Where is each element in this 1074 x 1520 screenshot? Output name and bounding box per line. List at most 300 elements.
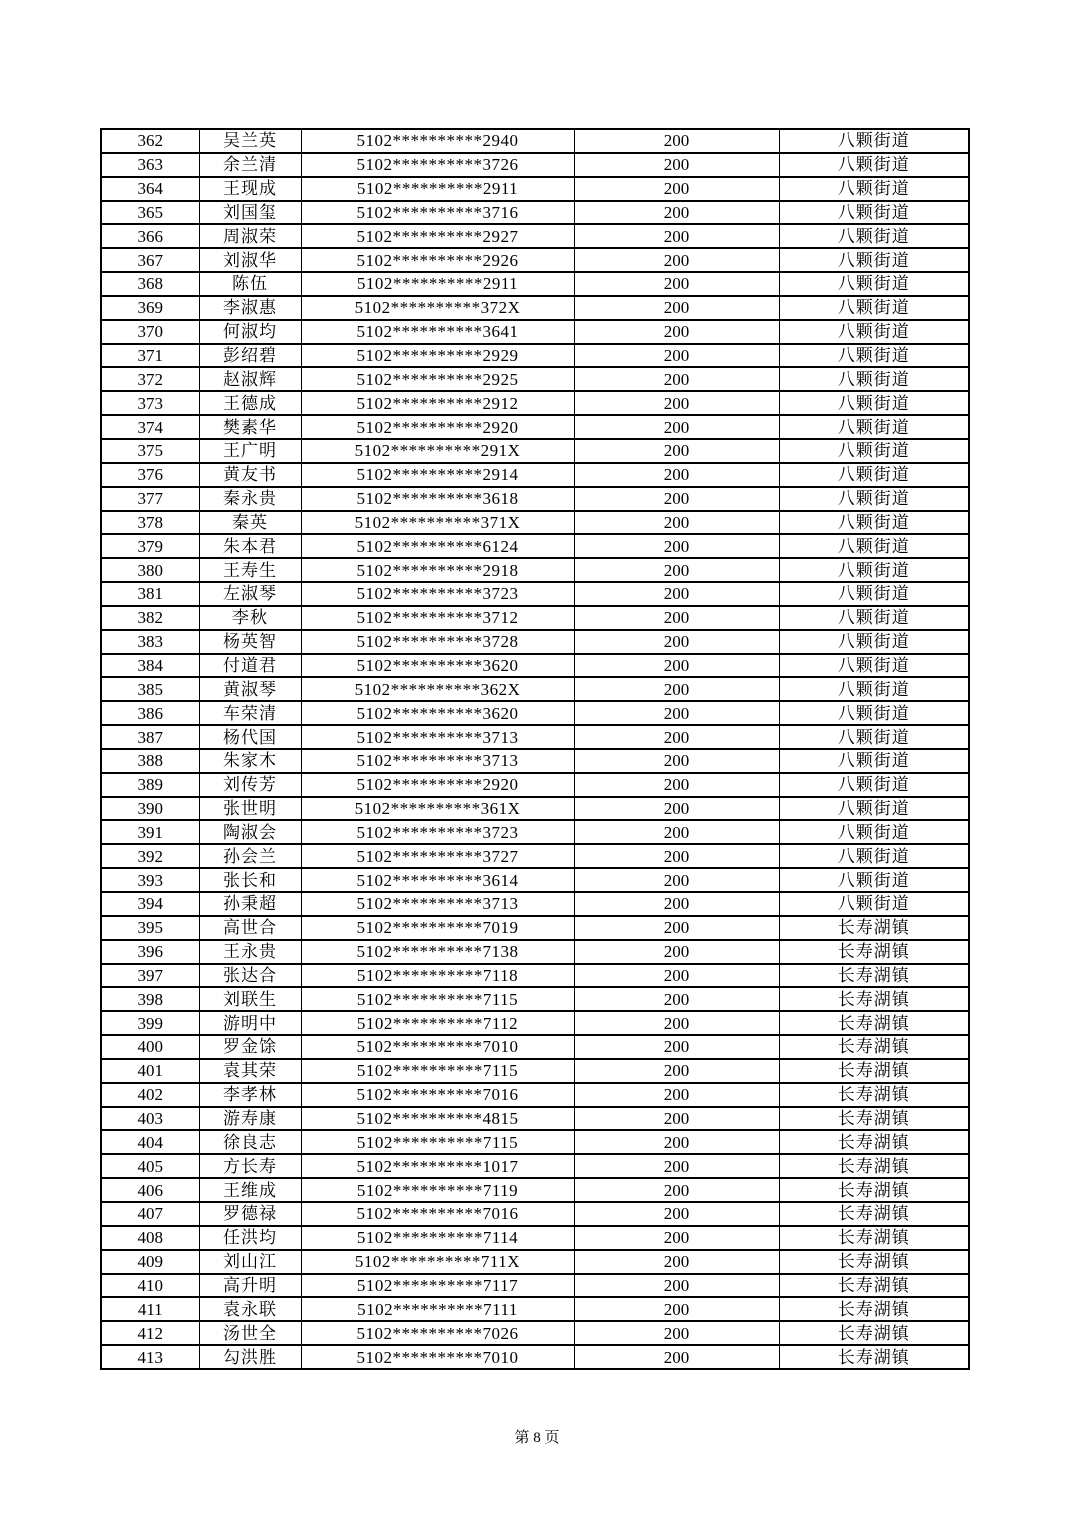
cell-id-number: 5102**********2929 bbox=[301, 344, 574, 368]
cell-serial: 387 bbox=[101, 725, 199, 749]
cell-name: 袁其荣 bbox=[199, 1059, 301, 1083]
cell-amount: 200 bbox=[574, 1011, 779, 1035]
cell-name: 高升明 bbox=[199, 1274, 301, 1298]
cell-name: 王寿生 bbox=[199, 558, 301, 582]
cell-amount: 200 bbox=[574, 797, 779, 821]
cell-id-number: 5102**********371X bbox=[301, 511, 574, 535]
cell-amount: 200 bbox=[574, 916, 779, 940]
table-row bbox=[101, 582, 969, 606]
cell-amount: 200 bbox=[574, 606, 779, 630]
cell-district: 八颗街道 bbox=[779, 511, 969, 535]
cell-id-number: 5102**********3713 bbox=[301, 725, 574, 749]
cell-amount: 200 bbox=[574, 654, 779, 678]
cell-serial: 389 bbox=[101, 773, 199, 797]
cell-name: 陈伍 bbox=[199, 272, 301, 296]
table-row bbox=[101, 153, 969, 177]
cell-name: 陶淑会 bbox=[199, 820, 301, 844]
cell-district: 八颗街道 bbox=[779, 224, 969, 248]
table-row bbox=[101, 367, 969, 391]
cell-amount: 200 bbox=[574, 1345, 779, 1369]
cell-serial: 392 bbox=[101, 844, 199, 868]
cell-name: 罗德禄 bbox=[199, 1202, 301, 1226]
table-row bbox=[101, 749, 969, 773]
table-row bbox=[101, 1083, 969, 1107]
cell-district: 八颗街道 bbox=[779, 177, 969, 201]
cell-name: 朱本君 bbox=[199, 534, 301, 558]
cell-district: 八颗街道 bbox=[779, 654, 969, 678]
cell-district: 长寿湖镇 bbox=[779, 1178, 969, 1202]
cell-name: 罗金馀 bbox=[199, 1035, 301, 1059]
cell-serial: 364 bbox=[101, 177, 199, 201]
cell-district: 长寿湖镇 bbox=[779, 964, 969, 988]
cell-amount: 200 bbox=[574, 1297, 779, 1321]
table-row bbox=[101, 1011, 969, 1035]
table-row bbox=[101, 1321, 969, 1345]
cell-id-number: 5102**********361X bbox=[301, 797, 574, 821]
cell-id-number: 5102**********7112 bbox=[301, 1011, 574, 1035]
cell-id-number: 5102**********2918 bbox=[301, 558, 574, 582]
cell-district: 八颗街道 bbox=[779, 296, 969, 320]
cell-serial: 371 bbox=[101, 344, 199, 368]
cell-name: 秦英 bbox=[199, 511, 301, 535]
cell-district: 八颗街道 bbox=[779, 892, 969, 916]
cell-serial: 380 bbox=[101, 558, 199, 582]
cell-serial: 374 bbox=[101, 415, 199, 439]
cell-amount: 200 bbox=[574, 630, 779, 654]
cell-serial: 378 bbox=[101, 511, 199, 535]
cell-serial: 382 bbox=[101, 606, 199, 630]
cell-amount: 200 bbox=[574, 391, 779, 415]
cell-amount: 200 bbox=[574, 940, 779, 964]
cell-id-number: 5102**********7115 bbox=[301, 987, 574, 1011]
table-row bbox=[101, 511, 969, 535]
cell-id-number: 5102**********3716 bbox=[301, 201, 574, 225]
cell-district: 八颗街道 bbox=[779, 558, 969, 582]
cell-id-number: 5102**********3618 bbox=[301, 487, 574, 511]
cell-serial: 391 bbox=[101, 820, 199, 844]
cell-serial: 402 bbox=[101, 1083, 199, 1107]
cell-id-number: 5102**********3641 bbox=[301, 320, 574, 344]
cell-id-number: 5102**********291X bbox=[301, 439, 574, 463]
cell-name: 吴兰英 bbox=[199, 129, 301, 153]
cell-amount: 200 bbox=[574, 344, 779, 368]
cell-id-number: 5102**********7016 bbox=[301, 1083, 574, 1107]
cell-district: 八颗街道 bbox=[779, 153, 969, 177]
table-row bbox=[101, 725, 969, 749]
cell-id-number: 5102**********7118 bbox=[301, 964, 574, 988]
cell-district: 长寿湖镇 bbox=[779, 1345, 969, 1369]
cell-district: 八颗街道 bbox=[779, 630, 969, 654]
table-row bbox=[101, 773, 969, 797]
cell-district: 八颗街道 bbox=[779, 701, 969, 725]
cell-name: 彭绍碧 bbox=[199, 344, 301, 368]
cell-amount: 200 bbox=[574, 367, 779, 391]
cell-amount: 200 bbox=[574, 153, 779, 177]
cell-amount: 200 bbox=[574, 1274, 779, 1298]
cell-amount: 200 bbox=[574, 511, 779, 535]
cell-name: 刘山江 bbox=[199, 1250, 301, 1274]
cell-name: 徐良志 bbox=[199, 1130, 301, 1154]
cell-serial: 366 bbox=[101, 224, 199, 248]
cell-name: 车荣清 bbox=[199, 701, 301, 725]
cell-amount: 200 bbox=[574, 1202, 779, 1226]
cell-serial: 388 bbox=[101, 749, 199, 773]
page-number-label: 第 8 页 bbox=[514, 1430, 560, 1446]
cell-serial: 386 bbox=[101, 701, 199, 725]
cell-district: 八颗街道 bbox=[779, 844, 969, 868]
table-row bbox=[101, 1202, 969, 1226]
cell-name: 黄淑琴 bbox=[199, 677, 301, 701]
cell-district: 长寿湖镇 bbox=[779, 940, 969, 964]
cell-name: 赵淑辉 bbox=[199, 367, 301, 391]
cell-serial: 377 bbox=[101, 487, 199, 511]
cell-amount: 200 bbox=[574, 987, 779, 1011]
cell-id-number: 5102**********7138 bbox=[301, 940, 574, 964]
table-row bbox=[101, 1178, 969, 1202]
cell-serial: 379 bbox=[101, 534, 199, 558]
cell-name: 付道君 bbox=[199, 654, 301, 678]
cell-amount: 200 bbox=[574, 558, 779, 582]
cell-name: 游明中 bbox=[199, 1011, 301, 1035]
cell-amount: 200 bbox=[574, 1059, 779, 1083]
table-row bbox=[101, 272, 969, 296]
cell-id-number: 5102**********2920 bbox=[301, 415, 574, 439]
table-row bbox=[101, 1130, 969, 1154]
cell-id-number: 5102**********2911 bbox=[301, 272, 574, 296]
cell-district: 八颗街道 bbox=[779, 439, 969, 463]
table-row bbox=[101, 248, 969, 272]
cell-id-number: 5102**********7010 bbox=[301, 1035, 574, 1059]
cell-id-number: 5102**********3728 bbox=[301, 630, 574, 654]
cell-name: 刘联生 bbox=[199, 987, 301, 1011]
cell-serial: 372 bbox=[101, 367, 199, 391]
table-row bbox=[101, 1154, 969, 1178]
cell-district: 长寿湖镇 bbox=[779, 1202, 969, 1226]
cell-name: 孙会兰 bbox=[199, 844, 301, 868]
cell-amount: 200 bbox=[574, 1226, 779, 1250]
table-row bbox=[101, 487, 969, 511]
cell-name: 张世明 bbox=[199, 797, 301, 821]
cell-amount: 200 bbox=[574, 320, 779, 344]
table-row bbox=[101, 439, 969, 463]
cell-district: 八颗街道 bbox=[779, 820, 969, 844]
cell-amount: 200 bbox=[574, 1154, 779, 1178]
cell-name: 袁永联 bbox=[199, 1297, 301, 1321]
cell-district: 长寿湖镇 bbox=[779, 1226, 969, 1250]
cell-serial: 396 bbox=[101, 940, 199, 964]
cell-id-number: 5102**********7016 bbox=[301, 1202, 574, 1226]
table-row bbox=[101, 1035, 969, 1059]
cell-name: 樊素华 bbox=[199, 415, 301, 439]
cell-serial: 362 bbox=[101, 129, 199, 153]
table-row bbox=[101, 701, 969, 725]
cell-id-number: 5102**********7117 bbox=[301, 1274, 574, 1298]
cell-name: 李秋 bbox=[199, 606, 301, 630]
cell-amount: 200 bbox=[574, 296, 779, 320]
table-row bbox=[101, 463, 969, 487]
cell-serial: 407 bbox=[101, 1202, 199, 1226]
cell-district: 八颗街道 bbox=[779, 463, 969, 487]
cell-serial: 398 bbox=[101, 987, 199, 1011]
cell-serial: 384 bbox=[101, 654, 199, 678]
cell-amount: 200 bbox=[574, 439, 779, 463]
cell-name: 王现成 bbox=[199, 177, 301, 201]
table-row bbox=[101, 868, 969, 892]
cell-serial: 367 bbox=[101, 248, 199, 272]
cell-id-number: 5102**********1017 bbox=[301, 1154, 574, 1178]
cell-amount: 200 bbox=[574, 129, 779, 153]
cell-name: 孙秉超 bbox=[199, 892, 301, 916]
table-row bbox=[101, 1345, 969, 1369]
table-row bbox=[101, 534, 969, 558]
cell-district: 八颗街道 bbox=[779, 367, 969, 391]
table-row bbox=[101, 320, 969, 344]
cell-id-number: 5102**********7111 bbox=[301, 1297, 574, 1321]
cell-serial: 369 bbox=[101, 296, 199, 320]
cell-district: 八颗街道 bbox=[779, 582, 969, 606]
cell-serial: 383 bbox=[101, 630, 199, 654]
cell-name: 勾洪胜 bbox=[199, 1345, 301, 1369]
cell-amount: 200 bbox=[574, 1035, 779, 1059]
cell-amount: 200 bbox=[574, 272, 779, 296]
cell-serial: 406 bbox=[101, 1178, 199, 1202]
cell-amount: 200 bbox=[574, 820, 779, 844]
cell-id-number: 5102**********7114 bbox=[301, 1226, 574, 1250]
cell-amount: 200 bbox=[574, 1107, 779, 1131]
table-row bbox=[101, 940, 969, 964]
table-row bbox=[101, 964, 969, 988]
cell-district: 八颗街道 bbox=[779, 725, 969, 749]
table-row bbox=[101, 797, 969, 821]
cell-amount: 200 bbox=[574, 415, 779, 439]
cell-district: 长寿湖镇 bbox=[779, 987, 969, 1011]
cell-amount: 200 bbox=[574, 248, 779, 272]
table-row bbox=[101, 844, 969, 868]
cell-district: 八颗街道 bbox=[779, 677, 969, 701]
cell-id-number: 5102**********7019 bbox=[301, 916, 574, 940]
cell-district: 八颗街道 bbox=[779, 391, 969, 415]
cell-id-number: 5102**********7026 bbox=[301, 1321, 574, 1345]
cell-serial: 376 bbox=[101, 463, 199, 487]
cell-serial: 365 bbox=[101, 201, 199, 225]
cell-serial: 399 bbox=[101, 1011, 199, 1035]
cell-serial: 410 bbox=[101, 1274, 199, 1298]
cell-id-number: 5102**********2912 bbox=[301, 391, 574, 415]
cell-id-number: 5102**********711X bbox=[301, 1250, 574, 1274]
cell-name: 王德成 bbox=[199, 391, 301, 415]
cell-id-number: 5102**********6124 bbox=[301, 534, 574, 558]
cell-id-number: 5102**********7010 bbox=[301, 1345, 574, 1369]
table-row bbox=[101, 654, 969, 678]
cell-amount: 200 bbox=[574, 1178, 779, 1202]
table-row bbox=[101, 1059, 969, 1083]
cell-district: 八颗街道 bbox=[779, 201, 969, 225]
cell-id-number: 5102**********362X bbox=[301, 677, 574, 701]
cell-name: 刘国玺 bbox=[199, 201, 301, 225]
cell-serial: 368 bbox=[101, 272, 199, 296]
table-row bbox=[101, 1250, 969, 1274]
cell-serial: 375 bbox=[101, 439, 199, 463]
cell-amount: 200 bbox=[574, 582, 779, 606]
table-row bbox=[101, 630, 969, 654]
cell-amount: 200 bbox=[574, 177, 779, 201]
cell-name: 游寿康 bbox=[199, 1107, 301, 1131]
cell-id-number: 5102**********3723 bbox=[301, 582, 574, 606]
cell-serial: 373 bbox=[101, 391, 199, 415]
cell-name: 余兰清 bbox=[199, 153, 301, 177]
cell-name: 杨英智 bbox=[199, 630, 301, 654]
cell-name: 黄友书 bbox=[199, 463, 301, 487]
cell-name: 方长寿 bbox=[199, 1154, 301, 1178]
table-row bbox=[101, 1297, 969, 1321]
table-row bbox=[101, 391, 969, 415]
table-row bbox=[101, 820, 969, 844]
cell-id-number: 5102**********2940 bbox=[301, 129, 574, 153]
cell-name: 李孝林 bbox=[199, 1083, 301, 1107]
cell-amount: 200 bbox=[574, 1321, 779, 1345]
table-row bbox=[101, 892, 969, 916]
cell-district: 长寿湖镇 bbox=[779, 1274, 969, 1298]
cell-serial: 395 bbox=[101, 916, 199, 940]
cell-id-number: 5102**********372X bbox=[301, 296, 574, 320]
cell-amount: 200 bbox=[574, 201, 779, 225]
cell-serial: 393 bbox=[101, 868, 199, 892]
cell-id-number: 5102**********3713 bbox=[301, 749, 574, 773]
cell-serial: 363 bbox=[101, 153, 199, 177]
cell-serial: 412 bbox=[101, 1321, 199, 1345]
table-row bbox=[101, 1274, 969, 1298]
cell-id-number: 5102**********3713 bbox=[301, 892, 574, 916]
cell-district: 长寿湖镇 bbox=[779, 1250, 969, 1274]
cell-serial: 405 bbox=[101, 1154, 199, 1178]
cell-id-number: 5102**********7115 bbox=[301, 1059, 574, 1083]
cell-amount: 200 bbox=[574, 534, 779, 558]
cell-name: 王广明 bbox=[199, 439, 301, 463]
cell-district: 长寿湖镇 bbox=[779, 1011, 969, 1035]
cell-name: 朱家木 bbox=[199, 749, 301, 773]
table-row bbox=[101, 1226, 969, 1250]
cell-id-number: 5102**********3620 bbox=[301, 701, 574, 725]
cell-district: 八颗街道 bbox=[779, 534, 969, 558]
cell-serial: 409 bbox=[101, 1250, 199, 1274]
cell-district: 长寿湖镇 bbox=[779, 1130, 969, 1154]
cell-district: 八颗街道 bbox=[779, 487, 969, 511]
cell-serial: 413 bbox=[101, 1345, 199, 1369]
cell-name: 刘淑华 bbox=[199, 248, 301, 272]
table-row bbox=[101, 415, 969, 439]
cell-serial: 370 bbox=[101, 320, 199, 344]
cell-id-number: 5102**********4815 bbox=[301, 1107, 574, 1131]
cell-name: 张达合 bbox=[199, 964, 301, 988]
cell-district: 长寿湖镇 bbox=[779, 1083, 969, 1107]
cell-name: 左淑琴 bbox=[199, 582, 301, 606]
cell-id-number: 5102**********3723 bbox=[301, 820, 574, 844]
table-row bbox=[101, 129, 969, 153]
cell-id-number: 5102**********2911 bbox=[301, 177, 574, 201]
cell-serial: 411 bbox=[101, 1297, 199, 1321]
cell-amount: 200 bbox=[574, 487, 779, 511]
cell-amount: 200 bbox=[574, 1250, 779, 1274]
cell-district: 八颗街道 bbox=[779, 272, 969, 296]
cell-district: 八颗街道 bbox=[779, 320, 969, 344]
cell-amount: 200 bbox=[574, 224, 779, 248]
cell-name: 何淑均 bbox=[199, 320, 301, 344]
cell-serial: 400 bbox=[101, 1035, 199, 1059]
cell-serial: 408 bbox=[101, 1226, 199, 1250]
cell-id-number: 5102**********2927 bbox=[301, 224, 574, 248]
cell-district: 八颗街道 bbox=[779, 773, 969, 797]
cell-serial: 403 bbox=[101, 1107, 199, 1131]
cell-amount: 200 bbox=[574, 1083, 779, 1107]
table-row bbox=[101, 677, 969, 701]
cell-serial: 390 bbox=[101, 797, 199, 821]
cell-amount: 200 bbox=[574, 463, 779, 487]
cell-id-number: 5102**********7115 bbox=[301, 1130, 574, 1154]
table-row bbox=[101, 987, 969, 1011]
cell-district: 长寿湖镇 bbox=[779, 1321, 969, 1345]
cell-name: 刘传芳 bbox=[199, 773, 301, 797]
cell-name: 高世合 bbox=[199, 916, 301, 940]
cell-name: 张长和 bbox=[199, 868, 301, 892]
cell-name: 汤世全 bbox=[199, 1321, 301, 1345]
beneficiary-table bbox=[100, 128, 970, 1370]
table-row bbox=[101, 177, 969, 201]
cell-district: 长寿湖镇 bbox=[779, 1297, 969, 1321]
cell-name: 任洪均 bbox=[199, 1226, 301, 1250]
cell-district: 八颗街道 bbox=[779, 749, 969, 773]
cell-amount: 200 bbox=[574, 701, 779, 725]
table-row bbox=[101, 916, 969, 940]
cell-serial: 394 bbox=[101, 892, 199, 916]
table-row bbox=[101, 344, 969, 368]
cell-id-number: 5102**********3712 bbox=[301, 606, 574, 630]
table-row bbox=[101, 558, 969, 582]
cell-name: 秦永贵 bbox=[199, 487, 301, 511]
cell-district: 长寿湖镇 bbox=[779, 1035, 969, 1059]
cell-id-number: 5102**********3727 bbox=[301, 844, 574, 868]
cell-amount: 200 bbox=[574, 677, 779, 701]
cell-amount: 200 bbox=[574, 844, 779, 868]
cell-amount: 200 bbox=[574, 964, 779, 988]
cell-district: 八颗街道 bbox=[779, 344, 969, 368]
cell-district: 八颗街道 bbox=[779, 606, 969, 630]
cell-id-number: 5102**********3726 bbox=[301, 153, 574, 177]
cell-id-number: 5102**********7119 bbox=[301, 1178, 574, 1202]
cell-id-number: 5102**********2926 bbox=[301, 248, 574, 272]
cell-district: 长寿湖镇 bbox=[779, 1107, 969, 1131]
cell-serial: 404 bbox=[101, 1130, 199, 1154]
cell-id-number: 5102**********2920 bbox=[301, 773, 574, 797]
cell-serial: 397 bbox=[101, 964, 199, 988]
cell-district: 八颗街道 bbox=[779, 129, 969, 153]
table-row bbox=[101, 606, 969, 630]
cell-amount: 200 bbox=[574, 773, 779, 797]
cell-amount: 200 bbox=[574, 868, 779, 892]
cell-id-number: 5102**********3614 bbox=[301, 868, 574, 892]
cell-amount: 200 bbox=[574, 725, 779, 749]
table-row bbox=[101, 224, 969, 248]
cell-name: 杨代国 bbox=[199, 725, 301, 749]
beneficiary-table-body bbox=[101, 129, 969, 1369]
cell-district: 八颗街道 bbox=[779, 248, 969, 272]
cell-district: 八颗街道 bbox=[779, 797, 969, 821]
cell-amount: 200 bbox=[574, 892, 779, 916]
cell-serial: 401 bbox=[101, 1059, 199, 1083]
cell-district: 八颗街道 bbox=[779, 415, 969, 439]
cell-district: 长寿湖镇 bbox=[779, 1154, 969, 1178]
cell-district: 长寿湖镇 bbox=[779, 1059, 969, 1083]
cell-id-number: 5102**********3620 bbox=[301, 654, 574, 678]
